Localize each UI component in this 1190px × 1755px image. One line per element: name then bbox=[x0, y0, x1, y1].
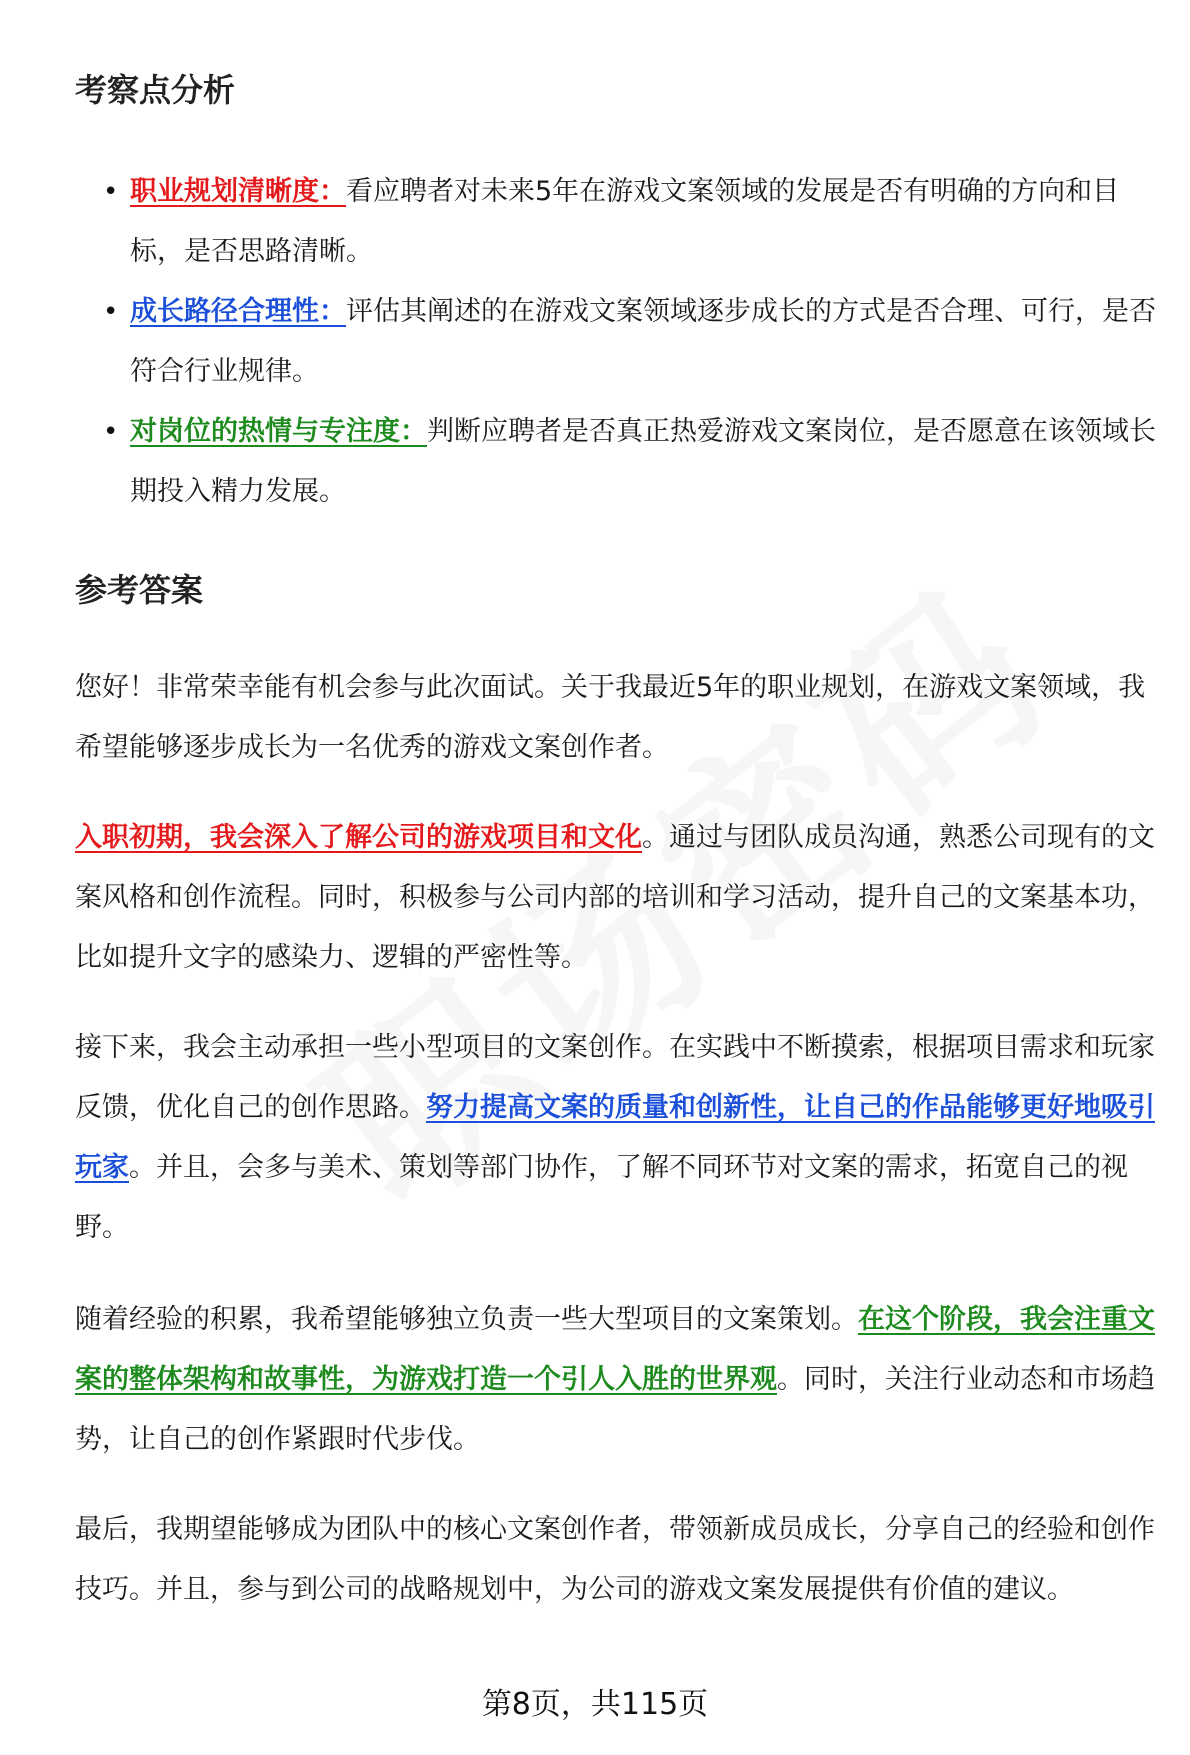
paragraph-text: 您好！非常荣幸能有机会参与此次面试。关于我最近5年的职业规划，在游戏文案领域，我希望能够逐步成长为一名优秀的游戏文案创作者。 bbox=[75, 672, 1146, 763]
point-text: 判断应聘者是否真正热爱游戏文案岗位，是否愿意在该领域长期投入精力发展。 bbox=[130, 416, 1156, 507]
page-number-footer: 第8页，共115页 bbox=[481, 1687, 709, 1722]
point-text: 评估其阐述的在游戏文案领域逐步成长的方式是否合理、可行，是否符合行业规律。 bbox=[130, 296, 1156, 387]
answer-paragraph bbox=[75, 658, 1170, 778]
list-item bbox=[75, 402, 1170, 522]
highlight-text: 努力提高文案的质量和创新性，让自己的作品能够更好地吸引玩家 bbox=[75, 1092, 1155, 1183]
point-text: 看应聘者对未来5年在游戏文案领域的发展是否有明确的方向和目标，是否思路清晰。 bbox=[130, 176, 1120, 267]
highlight-text: 在这个阶段，我会注重文案的整体架构和故事性，为游戏打造一个引人入胜的世界观 bbox=[75, 1304, 1155, 1395]
paragraph-text: 。通过与团队成员沟通，熟悉公司现有的文案风格和创作流程。同时，积极参与公司内部的培训和学习活动，提升自己的文案基本功，比如提升文字的感染力、逻辑的严密性等。 bbox=[75, 822, 1155, 973]
analysis-points-list bbox=[75, 162, 1170, 522]
point-keyword: 职业规划清晰度： bbox=[130, 176, 346, 207]
highlight-text: 入职初期，我会深入了解公司的游戏项目和文化 bbox=[75, 822, 642, 853]
list-item bbox=[75, 282, 1170, 402]
answer-paragraph bbox=[75, 1018, 1170, 1258]
section-title-answer: 参考答案 bbox=[75, 571, 204, 609]
answer-paragraph bbox=[75, 808, 1170, 988]
paragraph-text: 。并且，会多与美术、策划等部门协作，了解不同环节对文案的需求，拓宽自己的视野。 bbox=[75, 1152, 1128, 1243]
paragraph-text: 。同时，关注行业动态和市场趋势，让自己的创作紧跟时代步伐。 bbox=[75, 1364, 1155, 1455]
paragraph-text: 接下来，我会主动承担一些小型项目的文案创作。在实践中不断摸索，根据项目需求和玩家反馈，优化自己的创作思路。 bbox=[75, 1032, 1155, 1123]
point-keyword: 成长路径合理性： bbox=[130, 296, 346, 327]
answer-paragraph bbox=[75, 1500, 1170, 1620]
list-item bbox=[75, 162, 1170, 282]
point-keyword: 对岗位的热情与专注度： bbox=[130, 416, 427, 447]
paragraph-text: 随着经验的积累，我希望能够独立负责一些大型项目的文案策划。 bbox=[75, 1304, 858, 1335]
section-title-analysis: 考察点分析 bbox=[75, 71, 236, 109]
paragraph-text: 最后，我期望能够成为团队中的核心文案创作者，带领新成员成长，分享自己的经验和创作技巧。并且，参与到公司的战略规划中，为公司的游戏文案发展提供有价值的建议。 bbox=[75, 1514, 1155, 1605]
answer-paragraph bbox=[75, 1290, 1170, 1470]
